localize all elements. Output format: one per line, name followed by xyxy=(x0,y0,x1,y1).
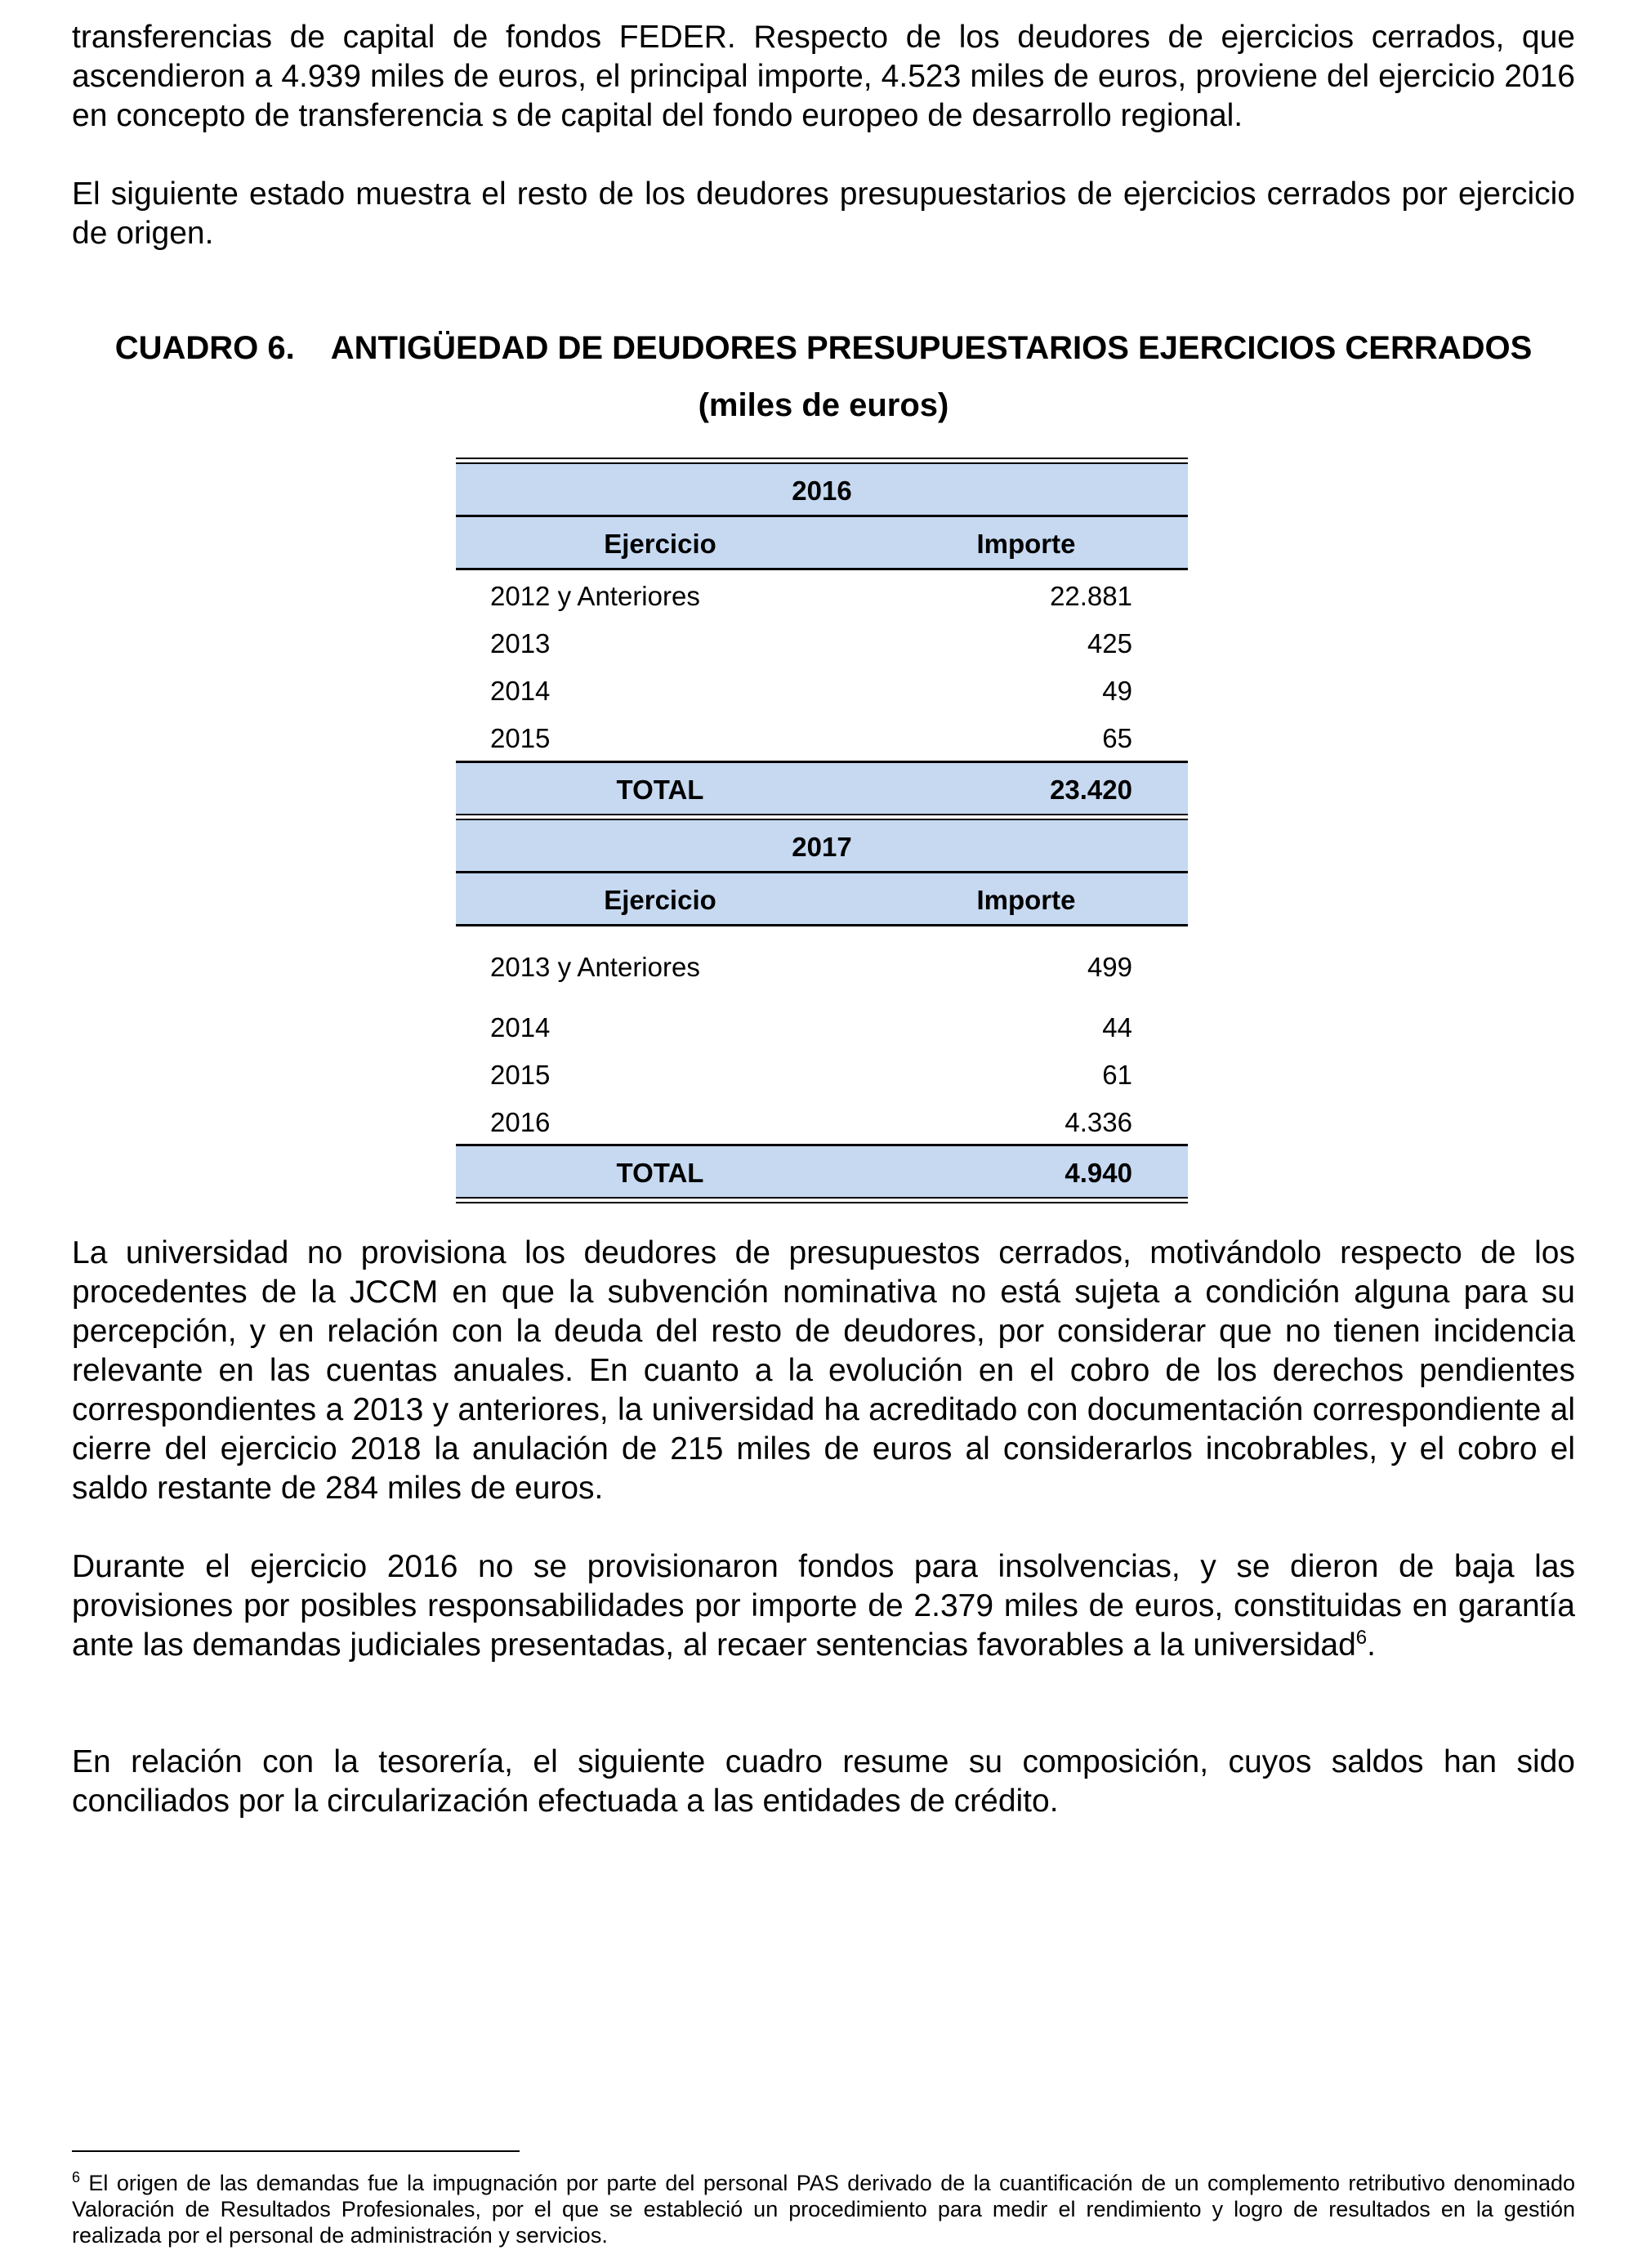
paragraph-provisions-debtors: La universidad no provisiona los deudores de presupuestos cerrados, motivándolo respecto de los procedentes de la JCCM en que la subvención nominativa no está sujeta a condición alguna para su percepción, y en relación con la deuda del resto de deudores, por considerar que no tienen incidencia relevante en las cuentas anuales. En cuanto a la evolución en el cobro de los derechos pendientes correspondientes a 2013 y anteriores, la universidad ha acreditado con documentación correspondiente al cierre del ejercicio 2018 la anulación de 215 miles de euros al considerarlos incobrables, y el cobro el saldo restante de 284 miles de euros. xyxy=(72,1235,1575,1506)
footnote-ref-6[interactable]: 6 xyxy=(1355,1627,1368,1649)
footnote-separator xyxy=(72,2150,520,2152)
cell-importe: 425 xyxy=(1087,628,1132,659)
cell-importe: 499 xyxy=(1087,952,1132,982)
section-2017-year-band xyxy=(456,820,1188,871)
cell-ejercicio: 2013 y Anteriores xyxy=(490,952,700,982)
section-2017-total-row xyxy=(456,1146,1188,1197)
cell-ejercicio: 2013 xyxy=(490,628,551,659)
section-2016-total-row xyxy=(456,763,1188,814)
table-row xyxy=(456,676,1188,721)
total-2017-value: 4.940 xyxy=(1065,1158,1132,1188)
paragraph-intro-table: El siguiente estado muestra el resto de los deudores presupuestarios de ejercicios cerrados por ejercicio de origen. xyxy=(72,176,1575,251)
cell-ejercicio: 2012 y Anteriores xyxy=(490,581,700,611)
section-2017-year: 2017 xyxy=(792,832,852,862)
table-subcaption: (miles de euros) xyxy=(698,387,949,423)
section-2016-year-band xyxy=(456,464,1188,515)
cell-importe: 4.336 xyxy=(1065,1107,1132,1137)
section-2016-header xyxy=(456,517,1188,568)
cell-ejercicio: 2015 xyxy=(490,723,551,753)
paragraph-feder: transferencias de capital de fondos FEDER. Respecto de los deudores de ejercicios cerrados, que ascendieron a 4.939 miles de euros, el principal importe, 4.523 miles de euros, proviene del ejercicio 2016 en concepto de transferencia s de capital del fondo europeo de desarrollo regional. xyxy=(72,20,1575,133)
cell-ejercicio: 2015 xyxy=(490,1060,551,1090)
caption-number: CUADRO 6. xyxy=(114,330,295,366)
cell-importe: 22.881 xyxy=(1050,581,1132,611)
section-2017-header xyxy=(456,873,1188,924)
cell-importe: 65 xyxy=(1102,723,1132,753)
table-row xyxy=(456,581,1188,627)
section-2016-year: 2016 xyxy=(792,475,852,506)
total-label: TOTAL xyxy=(616,1158,704,1188)
table-row xyxy=(456,1012,1188,1058)
cell-importe: 44 xyxy=(1102,1012,1132,1042)
paragraph-insolvencies-text: Durante el ejercicio 2016 no se provisionaron fondos para insolvencias, y se dieron de baja las provisiones por posibles responsabilidades por importe de 2.379 miles de euros, constituidas en garantía ante las demandas judiciales presentadas, al recaer sentencias favorables a la universidad xyxy=(72,1549,1575,1663)
header-ejercicio: Ejercicio xyxy=(604,885,716,915)
header-ejercicio: Ejercicio xyxy=(604,529,716,559)
footnote-text: El origen de las demandas fue la impugnación por parte del personal PAS derivado de la cuantificación de un complemento retributivo denominado Valoración de Resultados Profesionales, por el que se estableció un procedimiento para medir el rendimiento y logro de resultados en la gestión realizada por el personal de administración y servicios. xyxy=(72,2171,1575,2248)
cell-importe: 61 xyxy=(1102,1060,1132,1090)
table-row xyxy=(456,628,1188,674)
total-2016-value: 23.420 xyxy=(1050,775,1132,805)
header-importe: Importe xyxy=(976,529,1076,559)
cell-ejercicio: 2014 xyxy=(490,676,551,706)
caption-title: ANTIGÜEDAD DE DEUDORES PRESUPUESTARIOS EJERCICIOS CERRADOS xyxy=(330,330,1533,366)
footnote-number: 6 xyxy=(72,2169,81,2185)
table-row xyxy=(456,952,1188,998)
cell-ejercicio: 2016 xyxy=(490,1107,551,1137)
header-importe: Importe xyxy=(976,885,1076,915)
paragraph-treasury: En relación con la tesorería, el siguiente cuadro resume su composición, cuyos saldos han sido conciliados por la circularización efectuada a las entidades de crédito. xyxy=(72,1744,1575,1819)
table-row xyxy=(456,1060,1188,1105)
total-label: TOTAL xyxy=(616,775,704,805)
cell-importe: 49 xyxy=(1102,676,1132,706)
paragraph-insolvencies-end: . xyxy=(1367,1627,1376,1663)
footnote-6 xyxy=(72,2170,1575,2248)
paragraph-insolvencies xyxy=(72,1547,1575,1665)
table-caption xyxy=(72,330,1575,367)
cell-ejercicio: 2014 xyxy=(490,1012,551,1042)
